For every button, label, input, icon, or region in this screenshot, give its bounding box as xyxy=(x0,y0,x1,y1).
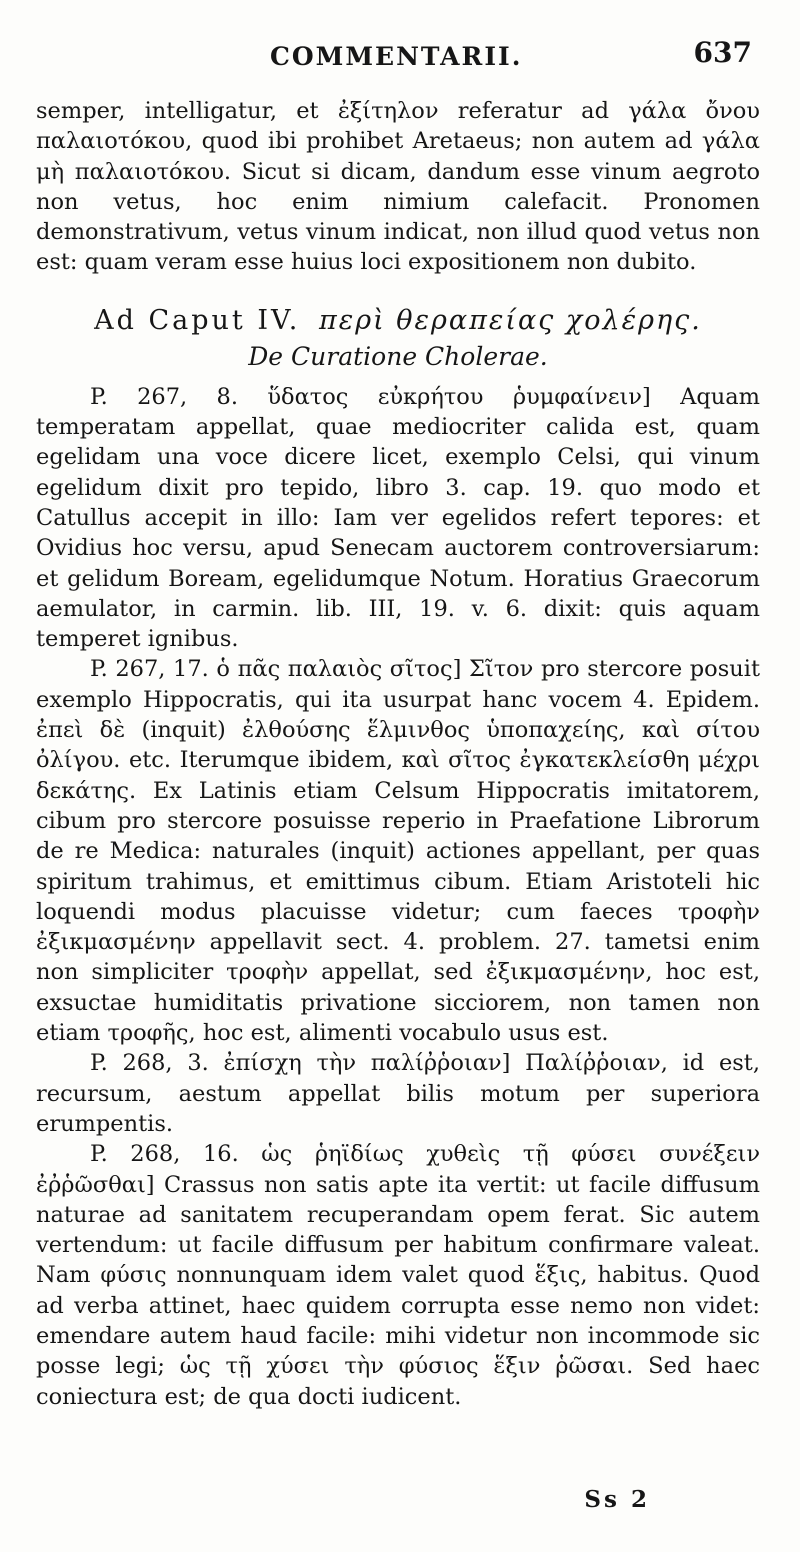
page-number: 637 xyxy=(693,36,752,69)
chapter-heading xyxy=(36,304,760,338)
signature-mark: Ss 2 xyxy=(584,1486,650,1513)
main-text xyxy=(36,96,760,1412)
running-header xyxy=(0,36,800,76)
commentary-entry: P. 268, 3. ἐπίσχη τὴν παλίῤῥοιαν] Παλίῤῥοιαν, id est, recursum, aestum appellat bilis motum per superiora erumpentis. xyxy=(36,1050,760,1137)
chapter-subtitle: De Curatione Cholerae. xyxy=(248,341,548,371)
commentary-entry: P. 268, 16. ὡς ῥηϊδίως χυθεὶς τῇ φύσει συνέξειν ἐῤῥῶσθαι] Crassus non satis apte ita vertit: ut facile diffusum naturae ad sanitatem recuperandam opem ferat. Sic autem vertendum: ut facile diffusum per habitum confirmare valeat. Nam φύσις nonnunquam idem valet quod ἕξις, habitus. Quod ad verba attinet, haec quidem corrupta esse nemo non videt: emendare autem haud facile: mihi videtur non incommode sic posse legi; ὡς τῇ χύσει τὴν φύσιος ἕξιν ῥῶσαι. Sed haec coniectura est; de qua docti iudicent. xyxy=(36,1141,760,1410)
continuation-paragraph: semper, intelligatur, et ἐξίτηλον referatur ad γάλα ὄνου παλαιοτόκου, quod ibi prohibet Aretaeus; non autem ad γάλα μὴ παλαιοτόκου. Sicut si dicam, dandum esse vinum aegroto non vetus, hoc enim nimium calefacit. Pronomen demonstrativum, vetus vinum indicat, non illud quod vetus non est: quam veram esse huius loci expositionem non dubito. xyxy=(36,98,760,276)
commentary-entry: P. 267, 17. ὁ πᾶς παλαιὸς σῖτος] Σῖτον pro stercore posuit exemplo Hippocratis, qui ita usurpat hanc vocem 4. Epidem. ἐπεὶ δὲ (inquit) ἐλθούσης ἕλμινθος ὑποπαχείης, καὶ σίτου ὀλίγου. etc. Iterumque ibidem, καὶ σῖτος ἐγκατεκλείσθη μέχρι δεκάτης. Ex Latinis etiam Celsum Hippocratis imitatorem, cibum pro stercore posuisse reperio in Praefatione Librorum de re Medica: naturales (inquit) actiones appellant, per quas spiritum trahimus, et emittimus cibum. Etiam Aristoteli hic loquendi modus placuisse videtur; cum faeces τροφὴν ἐξικμασμένην appellavit sect. 4. problem. 27. tametsi enim non simpliciter τροφὴν appellat, sed ἐξικμασμένην, hoc est, exsuctae humiditatis privatione sicciorem, non tamen non etiam τροφῆς, hoc est, alimenti vocabulo usus est. xyxy=(36,656,760,1047)
chapter-heading-greek: περὶ θεραπείας χολέρης. xyxy=(319,304,702,336)
chapter-heading-latin: Ad Caput IV. xyxy=(94,304,301,336)
commentary-entry: P. 267, 8. ὕδατος εὐκρήτου ῥυμφαίνειν] Aquam temperatam appellat, quae mediocriter calida est, quam egelidam una voce dicere licet, exemplo Celsi, qui vinum egelidum dixit pro tepido, libro 3. cap. 19. quo modo et Catullus accepit in illo: Iam ver egelidos refert tepores: et Ovidius hoc versu, apud Senecam auctorem controversiarum: et gelidum Boream, egelidumque Notum. Horatius Graecorum aemulator, in carmin. lib. III, 19. v. 6. dixit: quis aquam temperet ignibus. xyxy=(36,383,760,653)
running-title: COMMENTARII. xyxy=(270,42,523,71)
